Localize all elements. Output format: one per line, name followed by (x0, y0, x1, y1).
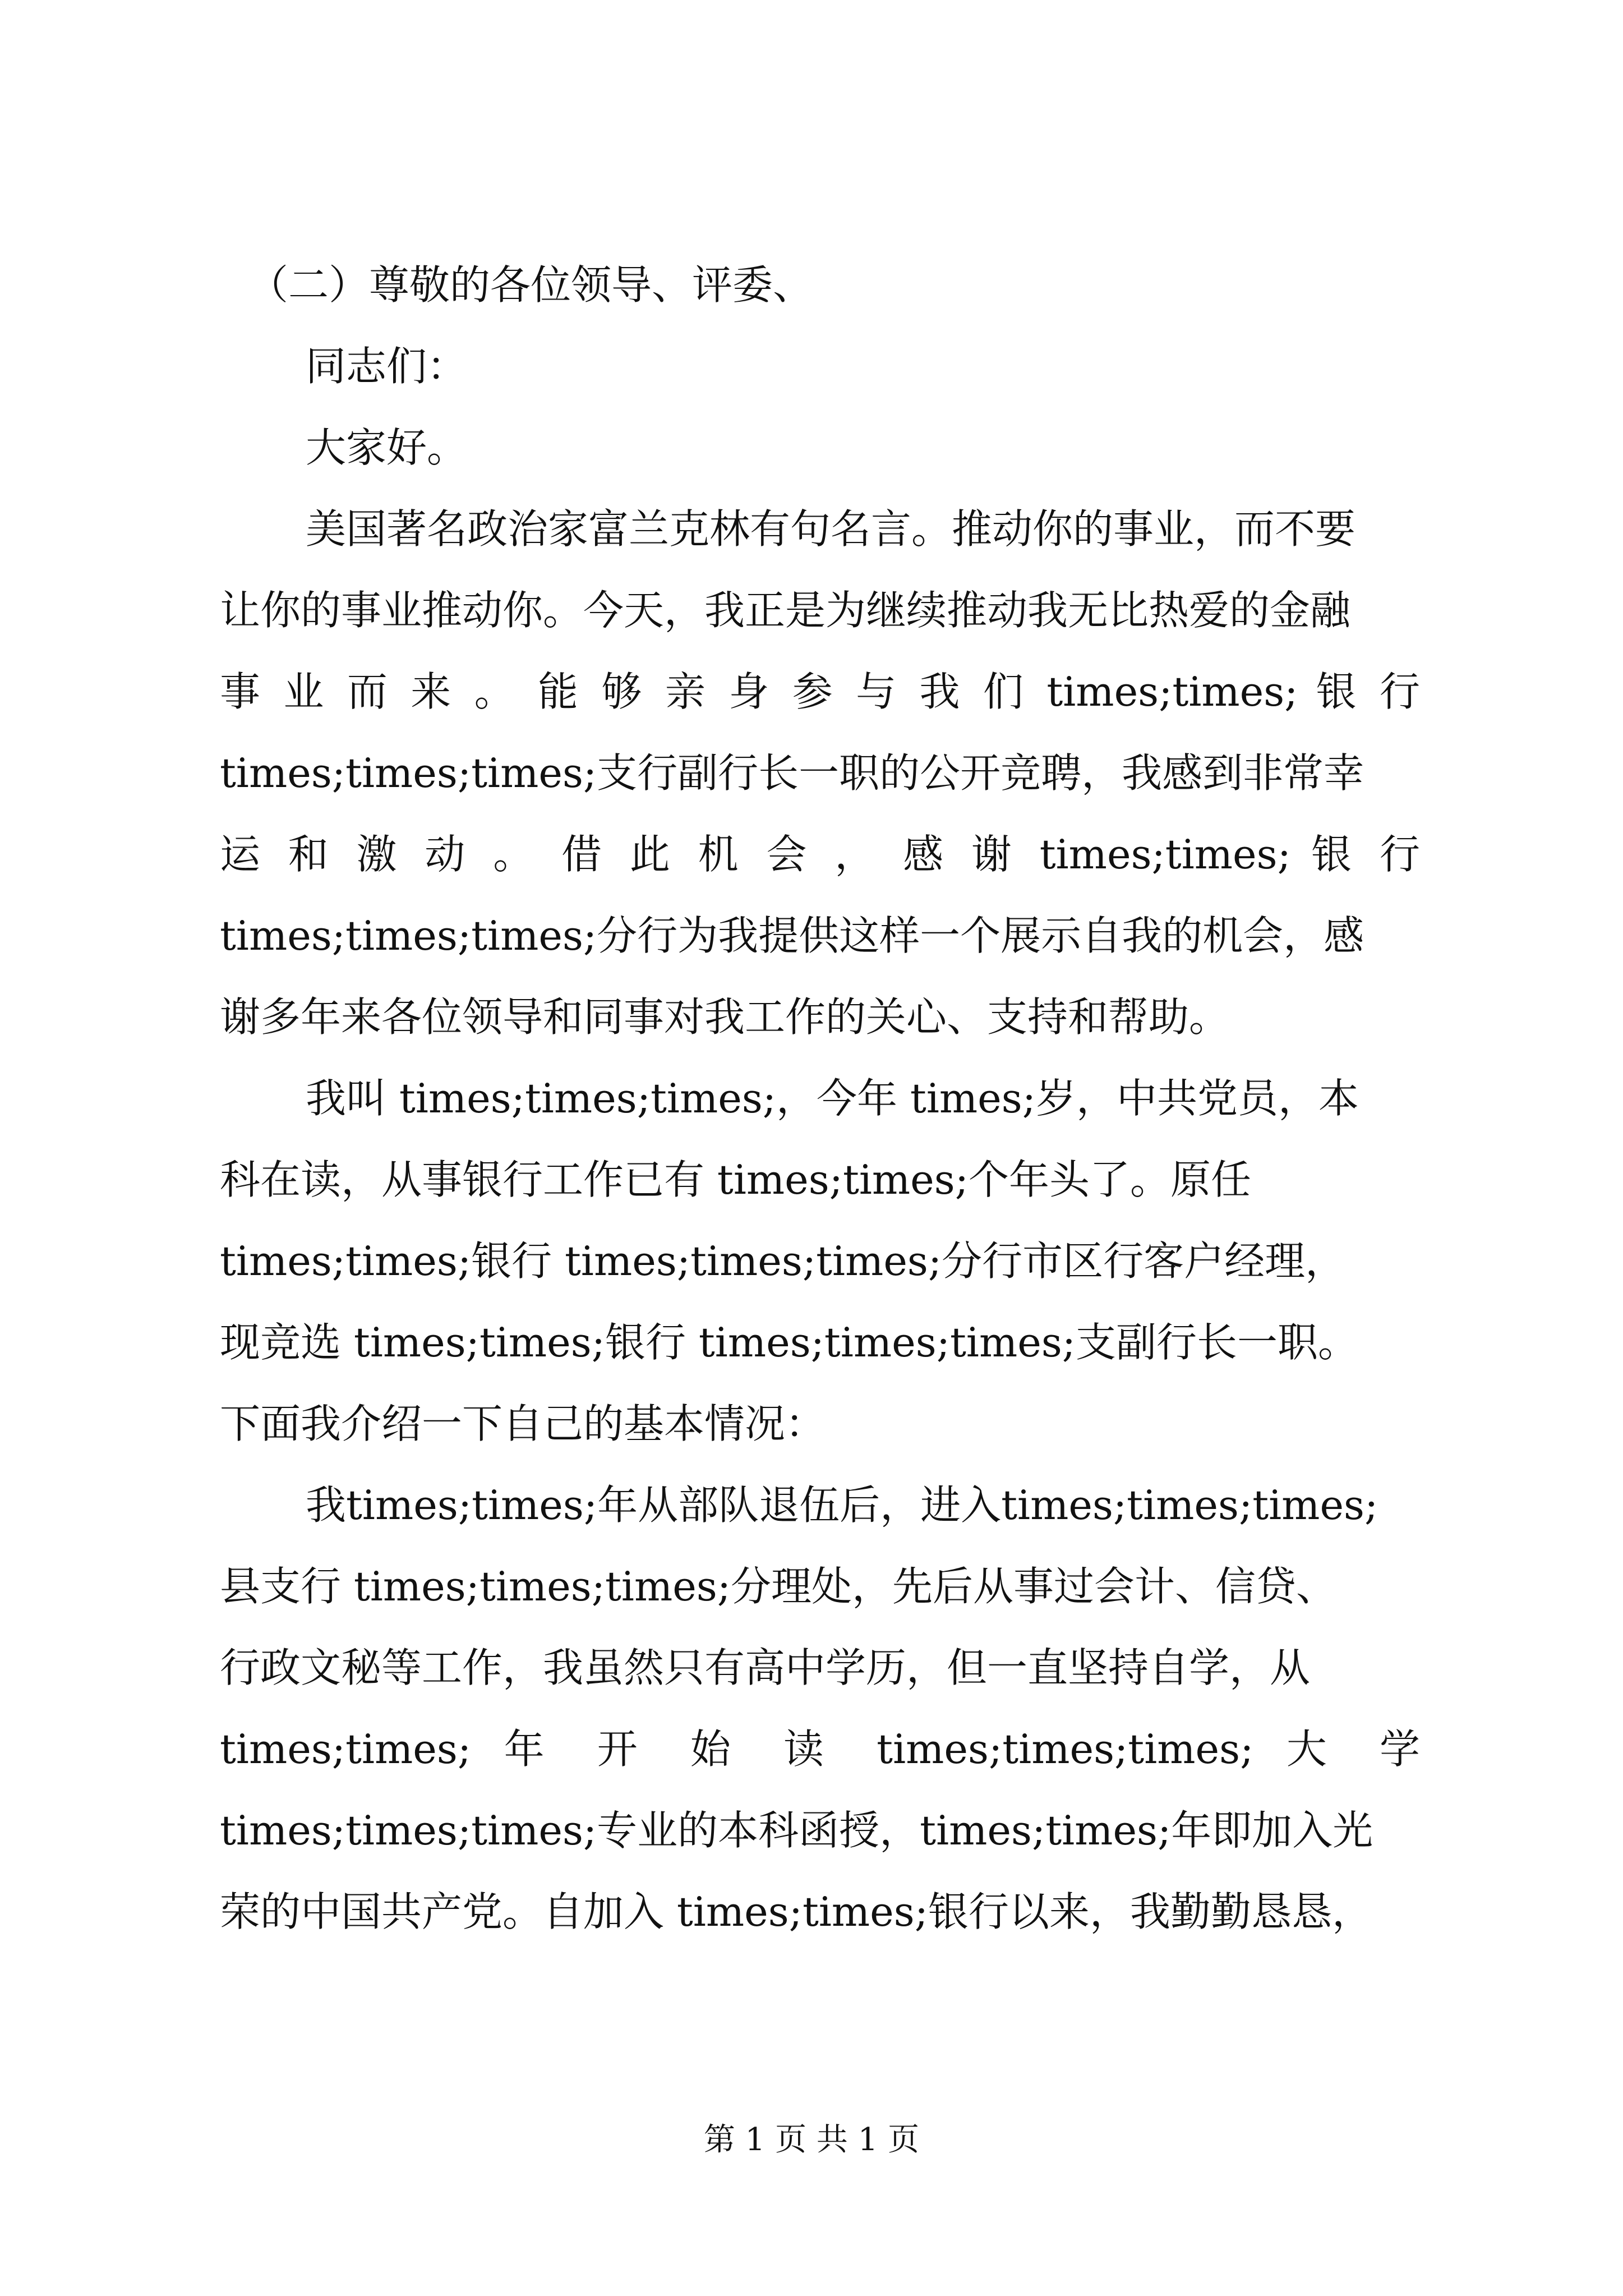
paragraph-line: 运 和 激 动 。 借 此 机 会 ， 感 谢 times;times; 银 行 (220, 831, 1420, 878)
paragraph-line: 我times;times;年从部队退伍后，进入times;times;times; (306, 1481, 1378, 1529)
paragraph-line: 美国著名政治家富兰克林有句名言。推动你的事业，而不要 (306, 505, 1356, 553)
paragraph-line: 事 业 而 来 。 能 够 亲 身 参 与 我 们 times;times; 银 行 (220, 668, 1420, 715)
greeting-line: 大家好。 (306, 424, 468, 471)
paragraph-line: 下面我介绍一下自己的基本情况： (220, 1400, 826, 1447)
paragraph-line: times;times;times;分行为我提供这样一个展示自我的机会，感 (220, 912, 1364, 959)
heading-line: （二）尊敬的各位领导、评委、 (248, 261, 814, 309)
paragraph-line: 让你的事业推动你。今天，我正是为继续推动我无比热爱的金融 (220, 587, 1351, 634)
paragraph-line: 荣的中国共产党。自加入 times;times;银行以来，我勤勤恳恳， (220, 1888, 1372, 1935)
paragraph-line: 谢多年来各位领导和同事对我工作的关心、支持和帮助。 (220, 993, 1230, 1041)
salutation-line: 同志们： (306, 343, 468, 390)
paragraph-line: 科在读，从事银行工作已有 times;times;个年头了。原任 (220, 1156, 1251, 1203)
paragraph-line: times;times;times;支行副行长一职的公开竞聘，我感到非常幸 (220, 749, 1364, 797)
paragraph-line: 现竞选 times;times;银行 times;times;times;支副行长一职。 (220, 1319, 1359, 1366)
paragraph-line: 我叫 times;times;times;，今年 times;岁，中共党员，本 (306, 1075, 1359, 1122)
paragraph-line: 行政文秘等工作，我虽然只有高中学历，但一直坚持自学，从 (220, 1644, 1311, 1691)
paragraph-line: times;times;times;专业的本科函授，times;times;年即加入光 (220, 1807, 1373, 1854)
paragraph-line: times;times; 年 开 始 读 times;times;times; 大 学 (220, 1726, 1420, 1773)
paragraph-line: times;times;银行 times;times;times;分行市区行客户经理， (220, 1237, 1346, 1285)
page-footer: 第 1 页 共 1 页 (703, 2122, 920, 2158)
paragraph-line: 县支行 times;times;times;分理处，先后从事过会计、信贷、 (220, 1563, 1337, 1610)
